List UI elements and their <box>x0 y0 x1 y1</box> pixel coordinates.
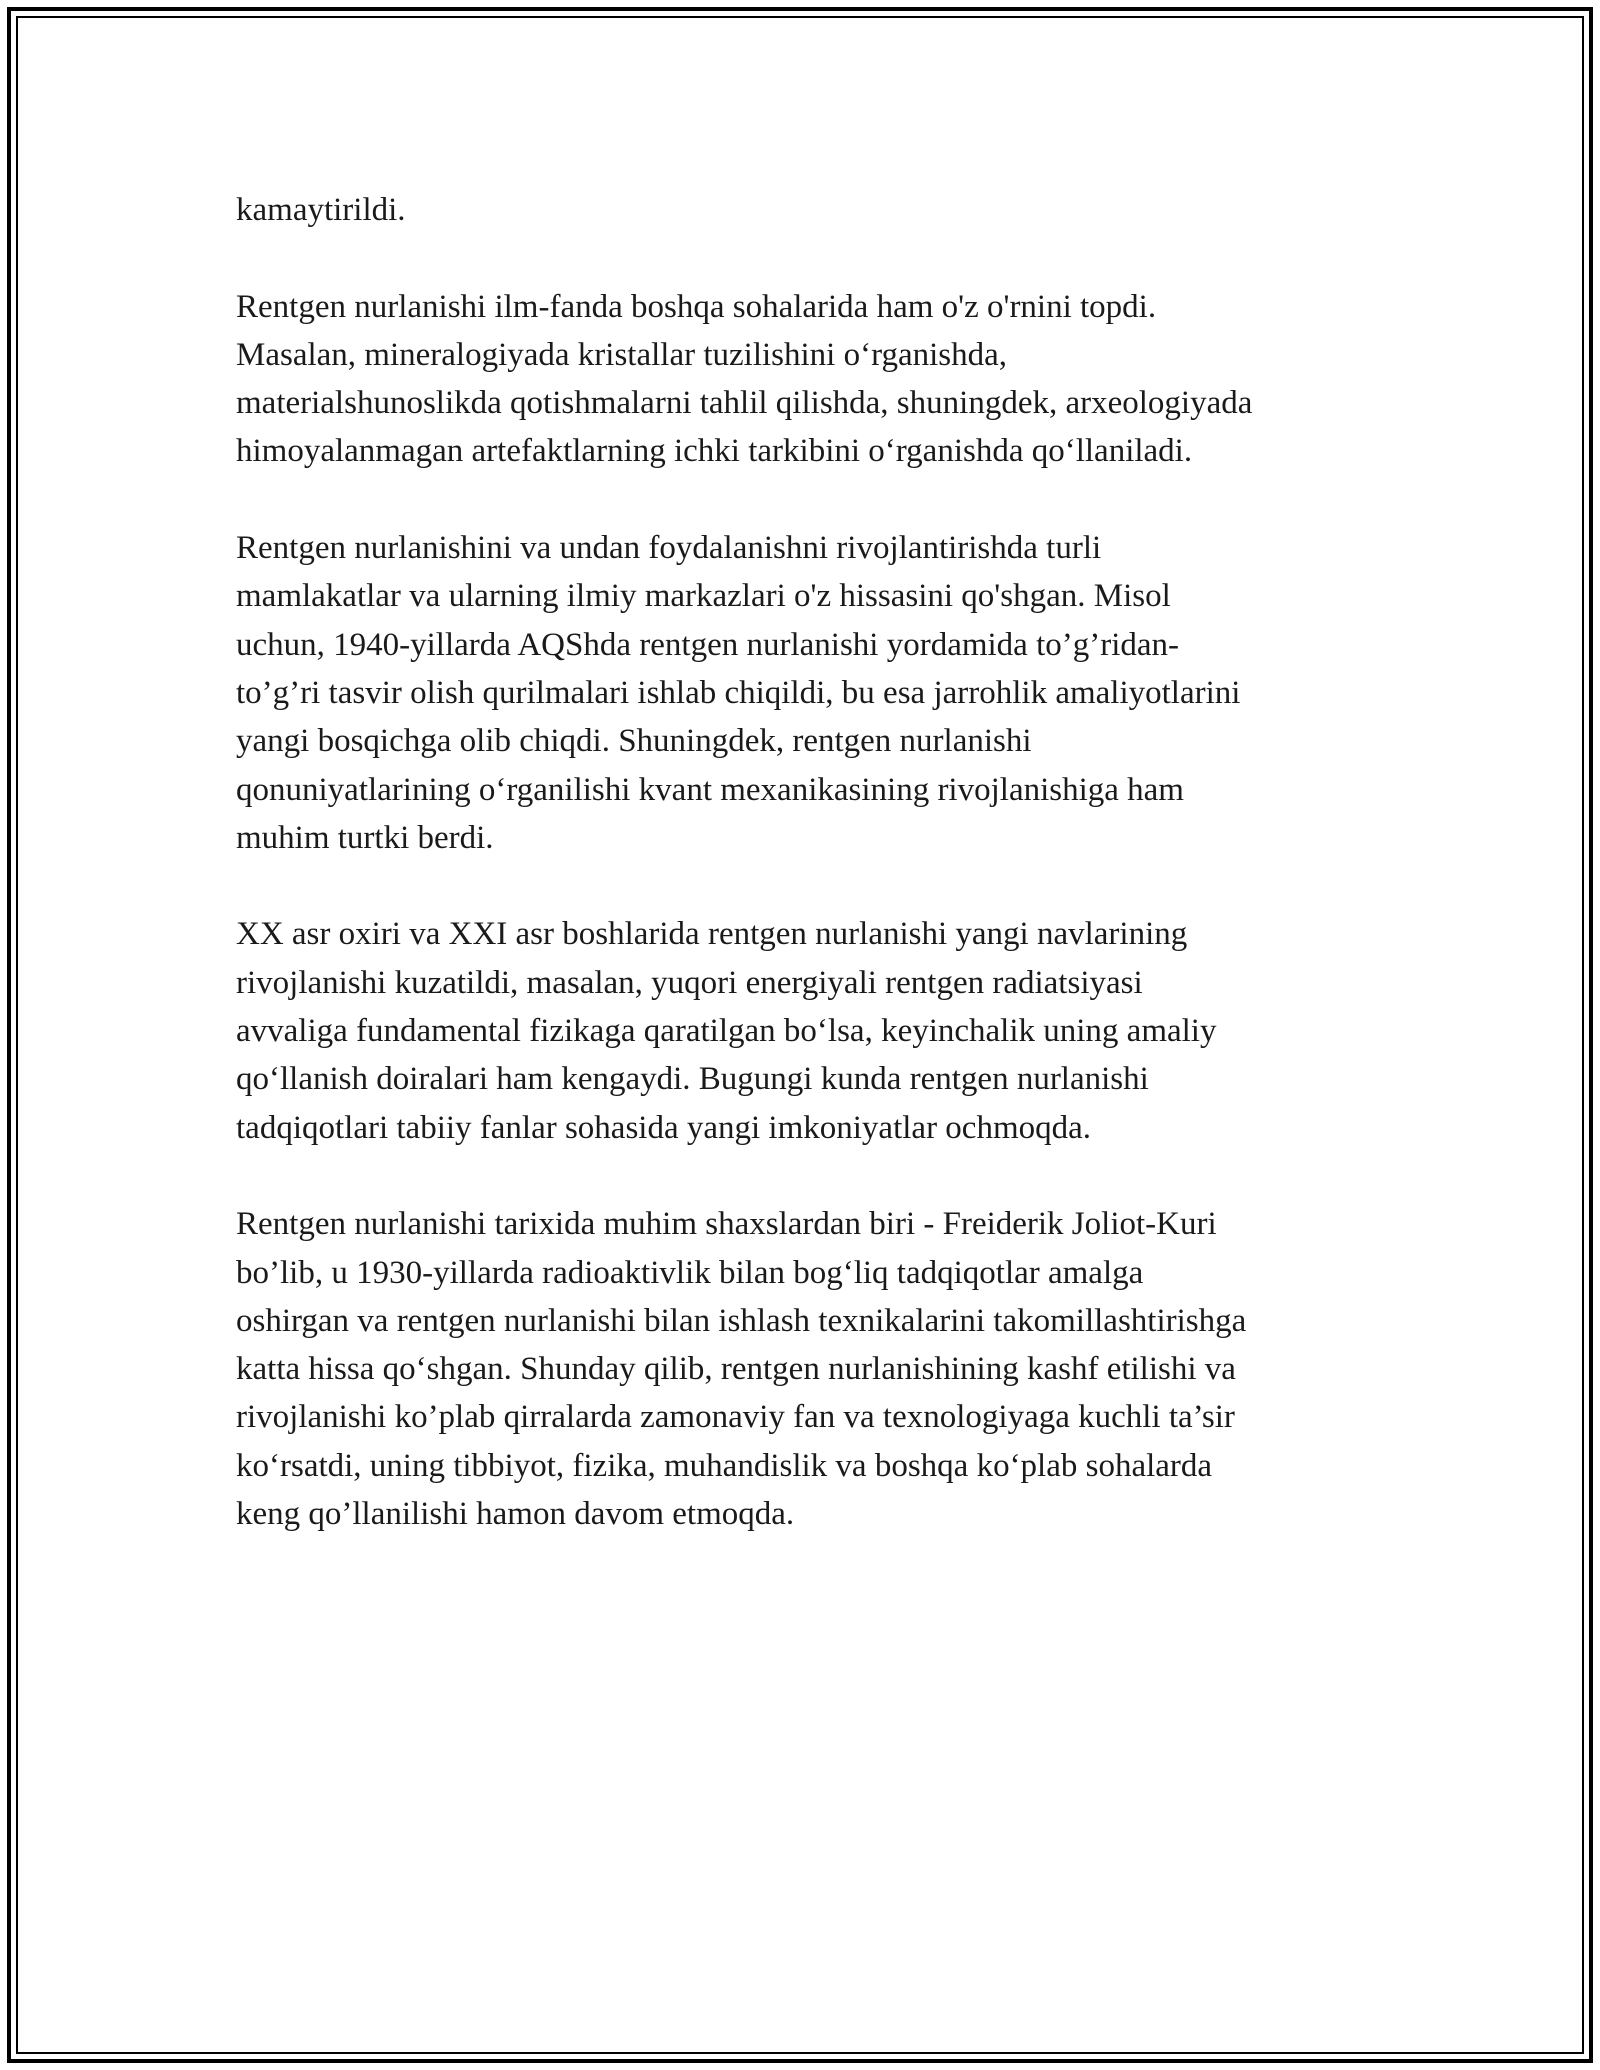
paragraph-applications: Rentgen nurlanishi ilm-fanda boshqa sohalarida ham o'z o'rnini topdi. Masalan, mineralogiyada kristallar tuzilishini o‘rganishda, materialshunoslikda qotishmalarni tahlil qilishda, shuningdek, arxeologiyada himoyalanmagan artefaktlarning ichki tarkibini o‘rganishda qo‘llaniladi. <box>236 288 1253 470</box>
paragraph-key-figures: Rentgen nurlanishi tarixida muhim shaxslardan biri - Freiderik Joliot-Kuri bo’lib, u 1930-yillarda radioaktivlik bilan bog‘liq tadqiqotlar amalga oshirgan va rentgen nurlanishi bilan ishlash texnikalarini takomillashtirishga katta hissa qo‘shgan. Shunday qilib, rentgen nurlanishining kashf etilishi va rivojlanishi ko’plab qirralarda zamonaviy fan va texnologiyaga kuchli ta’sir ko‘rsatdi, uning tibbiyot, fizika, muhandislik va boshqa ko‘plab sohalarda keng qo’llanilishi hamon davom etmoqda. <box>236 1206 1247 1533</box>
document-body <box>236 186 1376 1587</box>
paragraph-continuation: kamaytirildi. <box>236 192 406 228</box>
paragraph-modern-developments: XX asr oxiri va XXI asr boshlarida rentgen nurlanishi yangi navlarining rivojlanishi kuzatildi, masalan, yuqori energiyali rentgen radiatsiyasi avvaliga fundamental fizikaga qaratilgan bo‘lsa, keyinchalik uning amaliy qo‘llanish doiralari ham kengaydi. Bugungi kunda rentgen nurlanishi tadqiqotlari tabiiy fanlar sohasida yangi imkoniyatlar ochmoqda. <box>236 916 1217 1146</box>
paragraph-countries-contribution: Rentgen nurlanishini va undan foydalanishni rivojlantirishda turli mamlakatlar va ularning ilmiy markazlari o'z hissasini qo'shgan. Misol uchun, 1940-yillarda AQShda rentgen nurlanishi yordamida to’g’ridan- to’g’ri tasvir olish qurilmalari ishlab chiqildi, bu esa jarrohlik amaliyotlarini yangi bosqichga olib chiqdi. Shuningdek, rentgen nurlanishi qonuniyatlarining o‘rganilishi kvant mexanikasining rivojlanishiga ham muhim turtki berdi. <box>236 530 1241 856</box>
